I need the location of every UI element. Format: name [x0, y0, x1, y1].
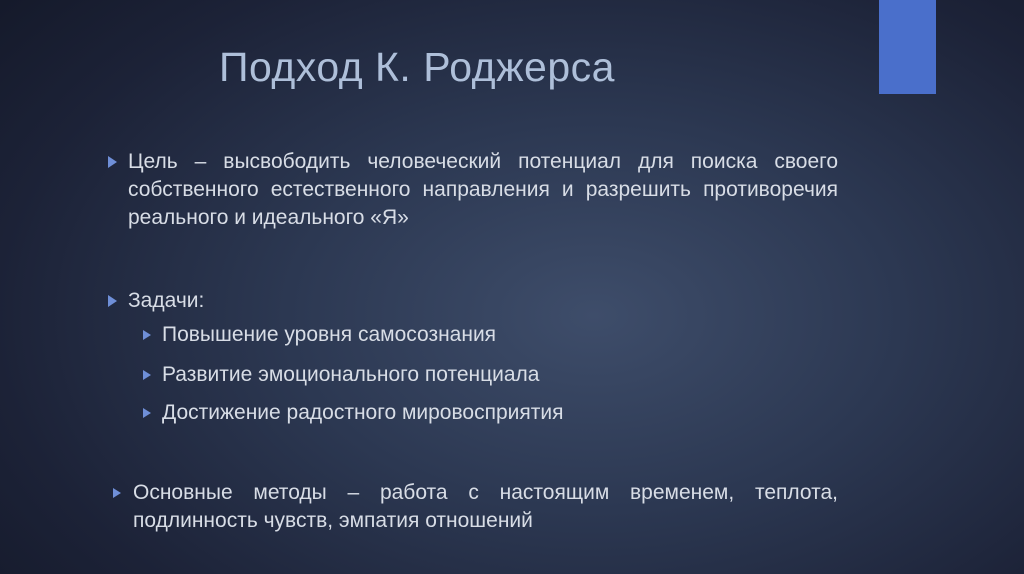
bullet-arrow-icon: [143, 330, 151, 340]
bullet-arrow-icon: [108, 295, 117, 307]
bullet-arrow-icon: [113, 488, 121, 498]
bullet-arrow-icon: [143, 370, 151, 380]
bullet-goal: [128, 148, 838, 232]
sub-bullet-text: Развитие эмоционального потенциала: [162, 363, 540, 386]
slide-title: Подход К. Роджерса: [219, 44, 615, 90]
sub-bullet-emotional-potential: [162, 361, 822, 389]
accent-bar: [879, 0, 936, 94]
sub-bullet-self-awareness: [162, 321, 822, 349]
bullet-arrow-icon: [108, 156, 117, 168]
bullet-methods-text: Основные методы – работа с настоящим временем, теплота, подлинность чувств, эмпатия отношений: [133, 481, 838, 532]
bullet-arrow-icon: [143, 408, 151, 418]
sub-bullet-text: Повышение уровня самосознания: [162, 323, 497, 346]
bullet-tasks-text: Задачи:: [128, 289, 205, 312]
sub-bullet-joyful-perception: [162, 399, 822, 427]
sub-bullet-text: Достижение радостного мировосприятия: [162, 401, 564, 424]
bullet-methods: [133, 479, 838, 535]
bullet-goal-text: Цель – высвободить человеческий потенциал для поиска своего собственного естественного направления и разрешить противоречия реального и идеального «Я»: [128, 150, 838, 229]
bullet-tasks: [128, 287, 838, 315]
